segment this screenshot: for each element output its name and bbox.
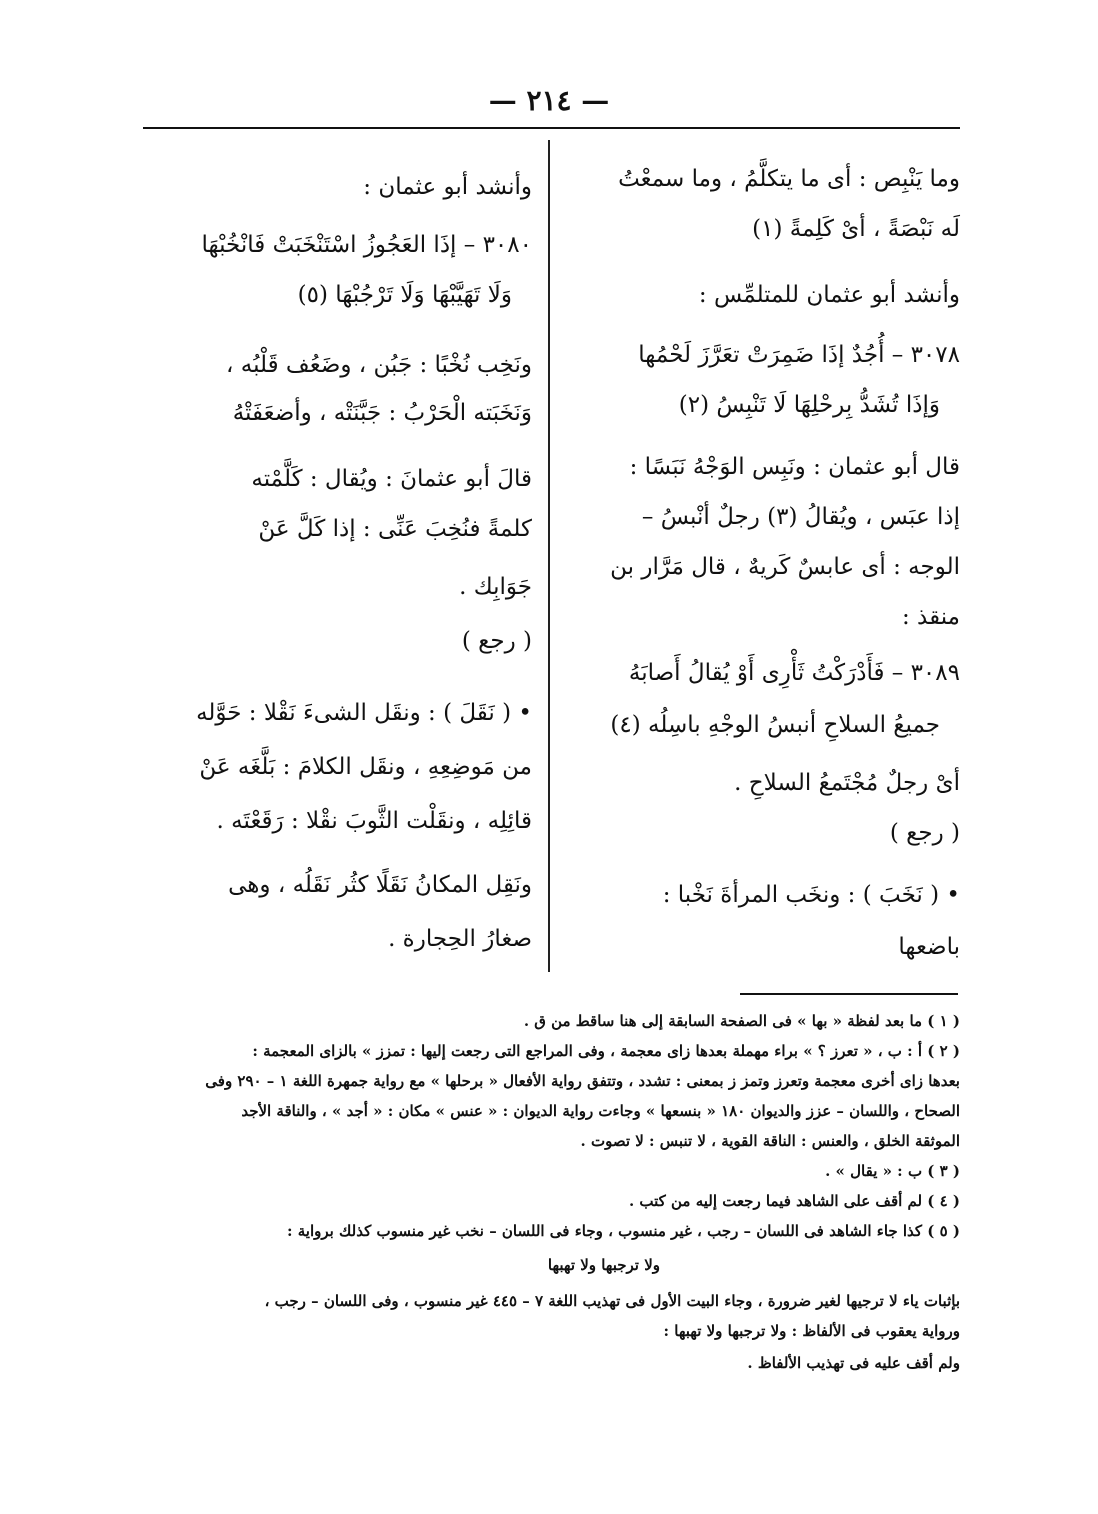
section-marker: ( رجع ) (889, 820, 960, 846)
column-divider (548, 140, 550, 972)
text-line: وأنشد أبو عثمان للمتلمِّس : (698, 282, 960, 308)
section-marker: ( رجع ) (461, 628, 532, 654)
text-line: كلمةً فنُخِبَ عَنِّى : إذا كَلَّ عَنْ (258, 516, 532, 542)
text-line: باضعها (898, 934, 960, 960)
text-line: وما يَنْبِص : أى ما يتكلَّمُ ، وما سمعْتُ (618, 166, 960, 192)
text-line: قال أبو عثمان : ونَبِس الوَجْهُ نَبَسًا : (629, 454, 960, 480)
footnote-line: ولم أقف عليه فى تهذيب الألفاظ . (747, 1354, 960, 1372)
text-line: وَنَخَبَته الْحَرْبُ : جَبَّنَتْه ، وأضعَفَتْهُ (232, 400, 532, 426)
verse-line: ٣٠٨٠ – إذَا العَجُوزُ اسْتَنْخَبَتْ فَانْخُبْهَا (201, 232, 532, 258)
footnote-line: ( ٥ ) كذا جاء الشاهد فى اللسان – رجب ، غير منسوب ، وجاء فى اللسان – نخب غير منسوب كذلك برواية : (286, 1222, 960, 1240)
footnote-line: ( ١ ) ما بعد لفظة « بها » فى الصفحة السابقة إلى هنا ساقط من ق . (523, 1012, 960, 1030)
header-rule (143, 127, 960, 129)
footnote-line: ( ٢ ) أ : ب ، « تعرز ؟ » براء مهملة بعدها زاى معجمة ، وفى المراجع التى رجعت إليها : تمزز » بالزاى المعجمة : (252, 1042, 960, 1060)
footnote-line: ( ٤ ) لم أقف على الشاهد فيما رجعت إليه من كتب . (628, 1192, 960, 1210)
entry-heading: • ( نَقَلَ ) : ونقَل الشىءَ نَقْلا : حَوَّله (196, 700, 532, 726)
text-line: ونَخِب نُخْبًا : جَبُن ، وضَعُف قَلْبُه ، (226, 352, 532, 378)
text-line: إذا عبَس ، ويُقالُ (٣) رجلٌ أنْبسُ – (641, 504, 960, 530)
text-line: قائِلِه ، ونقَلْت الثَّوبَ نقْلا : رَقَعْتَه . (216, 808, 532, 834)
entry-heading: • ( نَخَبَ ) : ونخَب المرأةَ نَخْبا : (662, 882, 960, 908)
text-line: جَوَابِك . (459, 574, 532, 600)
footnote-line: الصحاح ، واللسان – عزز والديوان ١٨٠ « بنسعها » وجاءت رواية الديوان : « عنس » مكان : « أجد » ، والناقة الأجد (241, 1102, 960, 1120)
text-line: لَه نَبْصَةً ، أىْ كَلِمةً (١) (752, 216, 960, 242)
verse-line: ٣٠٨٩ – فَأَدْرَكْتُ ثَأْرِى أَوْ يُقالُ أَصابَهُ (628, 660, 960, 686)
footnote-line: بإثبات ياء لا ترجيها لغير ضرورة ، وجاء البيت الأول فى تهذيب اللغة ٧ – ٤٤٥ غير منسوب ، وفى اللسان – رجب ، (264, 1292, 960, 1310)
text-line: وأنشد أبو عثمان : (363, 174, 532, 200)
footnote-line: بعدها زاى أخرى معجمة وتعرز وتمز ز بمعنى : تشدد ، وتتفق رواية الأفعال « برحلها » مع رواية جمهرة اللغة ١ – ٢٩٠ وفى (205, 1072, 960, 1090)
verse-line: وَلَا تَهَيَّبْهَا وَلَا تَرْجُبْهَا (٥) (297, 282, 512, 308)
verse-line: وَإذَا تُشَدُّ بِرحْلِهَا لَا تَنْبِسُ (٢) (678, 392, 940, 418)
text-line: ونَقِل المكانُ نَقَلًا كثُر نَقَلُه ، وهى (228, 872, 532, 898)
footnote-rule (740, 993, 958, 995)
verse-line: جميعُ السلاحِ أنبسُ الوجْهِ باسِلُه (٤) (610, 712, 940, 738)
footnote-line: ( ٣ ) ب : « يقال » . (825, 1162, 960, 1180)
footnote-verse: ولا ترجبها ولا تهبها (547, 1256, 660, 1274)
verse-line: ٣٠٧٨ – أُجُدٌ إذَا ضَمِرَتْ تعَرَّزَ لَحْمُها (638, 342, 960, 368)
text-line: أىْ رجلٌ مُجْتَمعُ السلاحِ . (734, 770, 960, 796)
footnote-line: الموثقة الخلق ، والعنس : الناقة القوية ، لا تنبس : لا تصوت . (580, 1132, 960, 1150)
footnote-line: ورواية يعقوب فى الألفاظ : ولا ترجبها ولا تهبها : (663, 1322, 960, 1340)
text-line: من مَوضِعِهِ ، ونقَل الكلامَ : بَلَّغَه عَنْ (199, 754, 532, 780)
text-line: منقذ : (901, 604, 960, 630)
text-line: صغارُ الحِجارة . (388, 926, 532, 952)
text-line: قالَ أبو عثمانَ : ويُقال : كَلَّمْته (251, 466, 532, 492)
text-line: الوجه : أى عابسٌ كَريهٌ ، قال مَرَّار بن (610, 554, 960, 580)
page-number: — ٢١٤ — (488, 84, 610, 117)
